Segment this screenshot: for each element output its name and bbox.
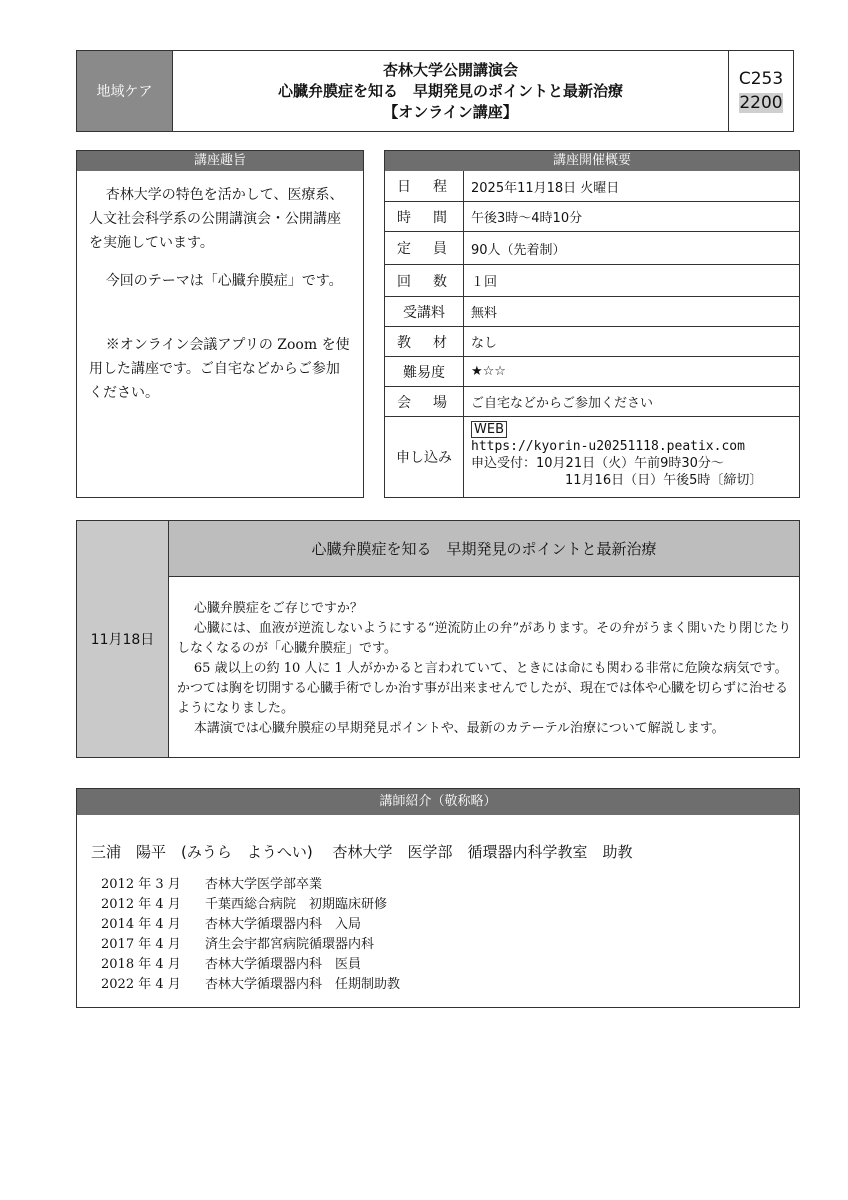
schedule-value: 90人（先着制） (471, 242, 566, 258)
schedule-row-materials (385, 326, 799, 356)
schedule-value: 無料 (471, 306, 498, 321)
career-date: 2022 年 4 月 (101, 977, 181, 992)
career-date: 2012 年 4 月 (101, 897, 181, 912)
lecture-title: 心臓弁膜症を知る 早期発見のポイントと最新治療 (169, 521, 799, 577)
header-line-3: 【オンライン講座】 (383, 103, 518, 121)
career-item (101, 875, 400, 895)
apply-period-start: 申込受付：10月21日（火）午前9時30分～ (471, 456, 724, 471)
purpose-paragraph-3: ※オンライン会議アプリの Zoom を使用した講座です。ご自宅などからご参加ください。 (89, 337, 350, 401)
schedule-value: ご自宅などからご参加ください (471, 396, 654, 411)
schedule-row-venue (385, 386, 799, 416)
career-item (101, 955, 400, 975)
header-box (76, 50, 794, 132)
lecture-paragraph-3: 65 歳以上の約 10 人に 1 人がかかると言われていて、ときには命にも関わる非常に危険な病気です。かつては胸を切開する心臓手術でしか治す事が出来ませんでしたが、現在では体や心臓を切らずに治せるようになりました。 (177, 661, 789, 716)
schedule-value: 2025年11月18日 火曜日 (471, 180, 620, 196)
lecture-paragraph-1: 心臓弁膜症をご存じですか？ (193, 601, 363, 616)
career-item (101, 915, 400, 935)
purpose-paragraph-2: 今回のテーマは「心臓弁膜症」です。 (105, 273, 343, 289)
career-desc: 杏林大学循環器内科 入局 (205, 917, 362, 932)
schedule-label: 難易度 (385, 357, 464, 386)
course-code-2: 2200 (739, 93, 783, 113)
schedule-row-apply (385, 416, 799, 497)
career-desc: 済生会宇都宮病院循環器内科 (205, 937, 375, 952)
schedule-row-difficulty (385, 356, 799, 386)
lecture-date: 11月18日 (77, 521, 169, 757)
career-item (101, 895, 400, 915)
course-code (729, 51, 793, 131)
schedule-row-date (385, 171, 799, 201)
schedule-label: 回 数 (385, 265, 464, 296)
schedule-label: 時 間 (385, 202, 464, 231)
career-desc: 杏林大学循環器内科 医員 (205, 957, 362, 972)
course-code-1: C253 (738, 69, 784, 89)
career-date: 2012 年 3 月 (101, 877, 181, 892)
career-item (101, 975, 400, 995)
career-desc: 杏林大学医学部卒業 (205, 877, 323, 892)
apply-period-end: 11月16日（日）午後5時〔締切〕 (565, 473, 763, 488)
instructor-name: 三浦 陽平 (みうら ようへい) 杏林大学 医学部 循環器内科学教室 助教 (91, 843, 633, 861)
schedule-label: 受講料 (385, 297, 464, 326)
lecture-body (177, 599, 797, 739)
purpose-paragraph-1: 杏林大学の特色を活かして、医療系、人文社会科学系の公開講演会・公開講座を実施しています。 (89, 187, 344, 251)
purpose-box (76, 150, 364, 498)
schedule-box (384, 150, 800, 498)
purpose-title: 講座趣旨 (77, 151, 363, 171)
schedule-label: 申し込み (385, 417, 464, 497)
schedule-label: 日 程 (385, 171, 464, 201)
apply-details (471, 417, 762, 497)
schedule-value: １回 (471, 275, 498, 290)
schedule-row-fee (385, 296, 799, 326)
schedule-label: 教 材 (385, 327, 464, 356)
schedule-row-capacity (385, 231, 799, 264)
lecture-box (76, 520, 800, 758)
schedule-row-time (385, 201, 799, 231)
header-line-1: 杏林大学公開講演会 (382, 61, 518, 79)
apply-url-link[interactable]: https://kyorin-u20251118.peatix.com (471, 439, 745, 454)
purpose-body (89, 183, 353, 405)
schedule-label: 定 員 (385, 232, 464, 264)
career-desc: 杏林大学循環器内科 任期制助教 (205, 977, 401, 992)
schedule-value: なし (471, 336, 498, 351)
header-line-2: 心臓弁膜症を知る 早期発見のポイントと最新治療 (277, 82, 623, 100)
category-label: 地域ケア (77, 51, 173, 131)
schedule-value: 午後3時～4時10分 (471, 211, 583, 226)
career-date: 2014 年 4 月 (101, 917, 181, 932)
instructor-box (76, 788, 800, 1008)
schedule-label: 会 場 (385, 387, 464, 416)
career-desc: 千葉西総合病院 初期臨床研修 (205, 897, 388, 912)
header-title-block (173, 51, 729, 131)
web-label: WEB (471, 421, 507, 438)
career-date: 2018 年 4 月 (101, 957, 181, 972)
schedule-row-count (385, 264, 799, 296)
schedule-value: ★☆☆ (471, 364, 506, 379)
lecture-paragraph-4: 本講演では心臓弁膜症の早期発見ポイントや、最新のカテーテル治療について解説します。 (193, 721, 725, 736)
lecture-paragraph-2: 心臓には、血液が逆流しないようにする“逆流防止の弁”があります。その弁がうまく開いたり閉じたりしなくなるのが「心臓弁膜症」です。 (177, 621, 792, 656)
instructor-title: 講師紹介（敬称略） (77, 789, 799, 815)
career-item (101, 935, 400, 955)
career-date: 2017 年 4 月 (101, 937, 181, 952)
career-list (101, 875, 400, 995)
schedule-title: 講座開催概要 (385, 151, 799, 171)
